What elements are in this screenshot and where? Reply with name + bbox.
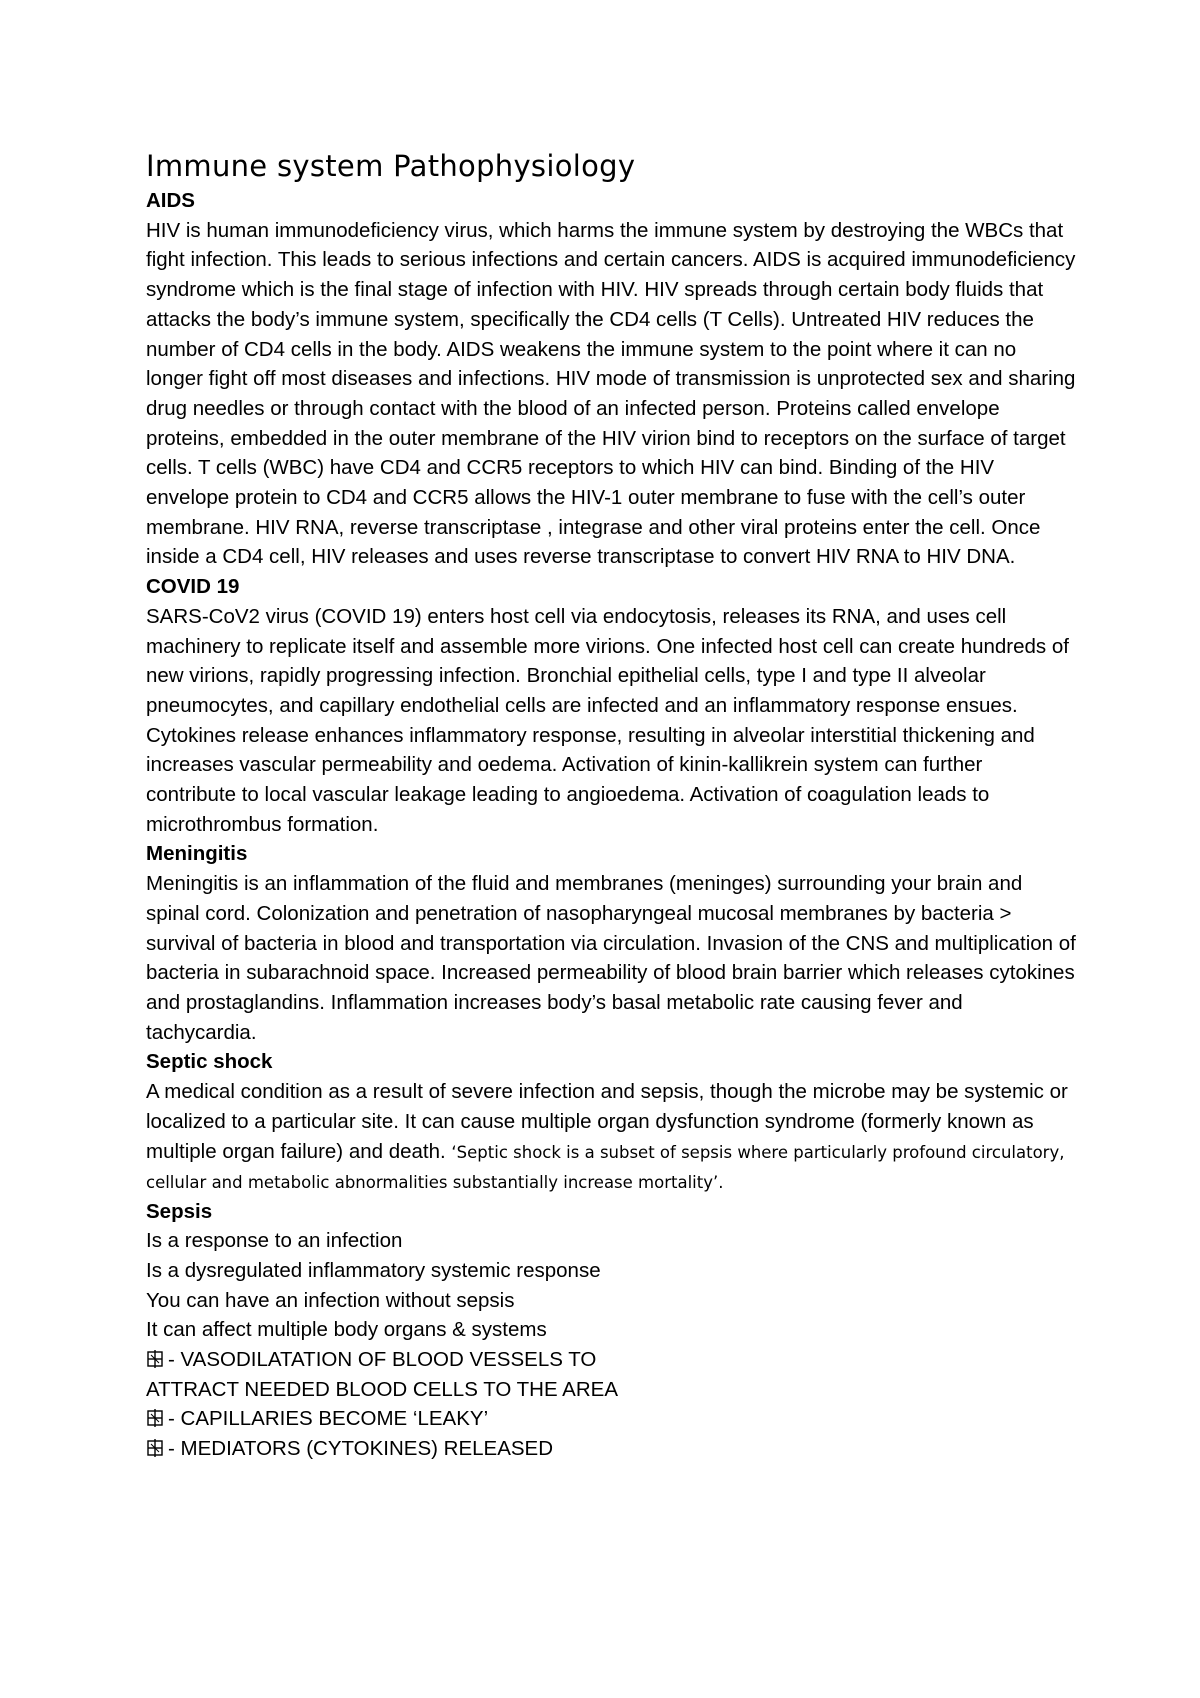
section-heading-aids: AIDS — [146, 189, 195, 212]
document-page — [146, 146, 1076, 1464]
section-text-aids: HIV is human immunodeficiency virus, which harms the immune system by destroying the WBCs that fight infection. This leads to serious infections and certain cancers. AIDS is acquired immunodeficiency syndrome which is the final stage of infection with HIV. HIV spreads through certain body fluids that attacks the body’s immune system, specifically the CD4 cells (T Cells). Untreated HIV reduces the number of CD4 cells in the body. AIDS weakens the immune system to the point where it can no longer fight off most diseases and infections. HIV mode of transmission is unprotected sex and sharing drug needles or through contact with the blood of an infected person. Proteins called envelope proteins, embedded in the outer membrane of the HIV virion bind to receptors on the surface of target cells. T cells (WBC) have CD4 and CCR5 receptors to which HIV can bind. Binding of the HIV envelope protein to CD4 and CCR5 allows the HIV-1 outer membrane to fuse with the cell’s outer membrane. HIV RNA, reverse transcriptase , integrase and other viral proteins enter the cell. Once inside a CD4 cell, HIV releases and uses reverse transcriptase to convert HIV RNA to HIV DNA. — [146, 218, 1076, 569]
document-title: Immune system Pathophysiology — [146, 149, 636, 183]
sepsis-bullet-text: - CAPILLARIES BECOME ‘LEAKY’ — [168, 1407, 489, 1431]
sepsis-bullet-item — [146, 1345, 1076, 1375]
section-covid — [146, 572, 1076, 839]
section-text-meningitis: Meningitis is an inflammation of the fluid and membranes (meninges) surrounding your brain and spinal cord. Colonization and penetration of nasopharyngeal mucosal membranes by bacteria > survival of bacteria in blood and transportation via circulation. Invasion of the CNS and multiplication of bacteria in subarachnoid space. Increased permeability of blood brain barrier which releases cytokines and prostaglandins. Inflammation increases body’s basal metabolic rate causing fever and tachycardia. — [146, 872, 1076, 1044]
bullet-glyph-icon — [146, 1349, 166, 1369]
section-meningitis — [146, 839, 1076, 1047]
sepsis-bullet-text: - MEDIATORS (CYTOKINES) RELEASED — [168, 1437, 554, 1461]
section-heading-sepsis: Sepsis — [146, 1199, 213, 1223]
bullet-glyph-icon — [146, 1408, 166, 1428]
sepsis-line: You can have an infection without sepsis — [146, 1288, 515, 1312]
sepsis-bullet-text: - VASODILATATION OF BLOOD VESSELS TO — [168, 1348, 597, 1372]
sepsis-line: Is a dysregulated inflammatory systemic response — [146, 1258, 601, 1282]
section-text-covid: SARS-CoV2 virus (COVID 19) enters host cell via endocytosis, releases its RNA, and uses cell machinery to replicate itself and assemble more virions. One infected host cell can create hundreds of new virions, rapidly progressing infection. Bronchial epithelial cells, type I and type II alveolar pneumocytes, and capillary endothelial cells are infected and an inflammatory response ensues. Cytokines release enhances inflammatory response, resulting in alveolar interstitial thickening and increases vascular permeability and oedema. Activation of kinin-kallikrein system can further contribute to local vascular leakage leading to angioedema. Activation of coagulation leads to microthrombus formation. — [146, 604, 1069, 836]
septic-shock-main-text: A medical condition as a result of severe infection and sepsis, though the microbe may be systemic or localized to a particular site. It can cause multiple organ dysfunction syndrome (formerly known as multiple organ failure) and death. — [146, 1080, 1068, 1163]
sepsis-bullet-item — [146, 1404, 1076, 1434]
sepsis-bullet-item — [146, 1434, 1076, 1464]
section-heading-covid: COVID 19 — [146, 575, 240, 599]
section-heading-septic-shock: Septic shock — [146, 1050, 273, 1074]
sepsis-bullet-continuation: ATTRACT NEEDED BLOOD CELLS TO THE AREA — [146, 1377, 619, 1401]
sepsis-line: Is a response to an infection — [146, 1229, 403, 1253]
section-sepsis — [146, 1197, 1076, 1464]
bullet-glyph-icon — [146, 1438, 166, 1458]
section-text-septic-shock — [146, 1077, 1076, 1196]
section-septic-shock — [146, 1047, 1076, 1196]
septic-shock-quote: ‘Septic shock is a subset of sepsis where particularly profound circulatory, cellular and metabolic abnormalities substantially increase mortality’. — [146, 1142, 1065, 1192]
sepsis-line: It can affect multiple body organs & systems — [146, 1318, 547, 1342]
section-heading-meningitis: Meningitis — [146, 842, 248, 866]
section-aids — [146, 186, 1076, 572]
